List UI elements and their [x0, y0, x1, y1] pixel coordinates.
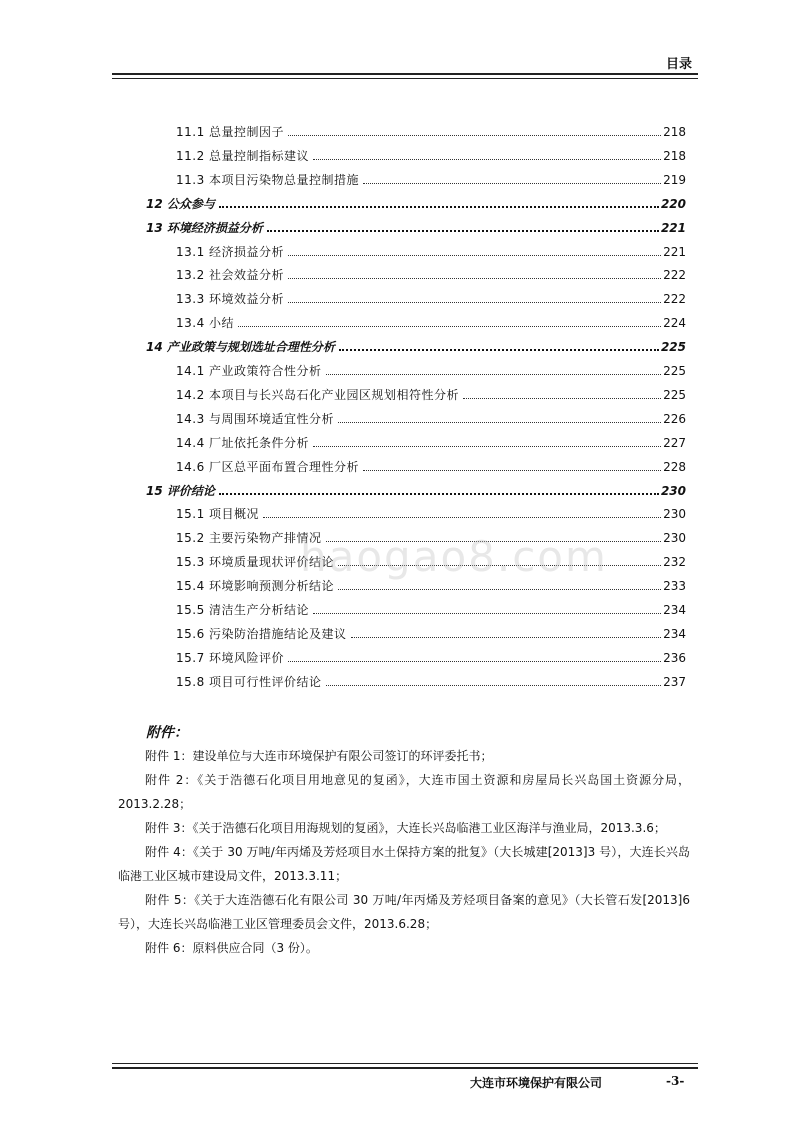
page-number: -3- [666, 1074, 685, 1088]
toc-dot-leader [339, 349, 659, 351]
toc-dot-leader [326, 374, 662, 375]
toc-chapter-entry[interactable] [146, 190, 686, 212]
toc-page-number: 218 [663, 125, 686, 139]
toc-page-number: 222 [663, 292, 686, 307]
toc-section-entry[interactable] [176, 500, 686, 522]
toc-page-number: 230 [663, 531, 686, 546]
toc-section-entry[interactable] [176, 285, 686, 307]
toc-section-entry[interactable] [176, 261, 686, 283]
toc-page-number: 234 [663, 626, 686, 641]
toc-entry-label: 15.3 环境质量现状评价结论 [176, 555, 335, 570]
toc-entry-label: 15.5 清洁生产分析结论 [176, 603, 310, 617]
toc-entry-label: 13.1 经济损益分析 [176, 244, 285, 259]
header-rule [112, 73, 698, 75]
toc-section-entry[interactable] [176, 357, 686, 379]
page-header-title: 目录 [665, 57, 692, 72]
toc-entry-label: 13.2 社会效益分析 [176, 268, 285, 283]
toc-page-number: 220 [660, 196, 686, 211]
toc-section-entry[interactable] [176, 166, 686, 188]
toc-dot-leader [238, 326, 661, 327]
toc-page-number: 221 [660, 220, 686, 235]
toc-dot-leader [267, 230, 659, 232]
toc-chapter-entry[interactable] [146, 333, 686, 355]
toc-dot-leader [463, 398, 661, 399]
header-rule-thin [112, 78, 698, 79]
toc-section-entry[interactable] [176, 381, 686, 403]
toc-entry-label: 11.2 总量控制指标建议 [176, 148, 310, 163]
toc-section-entry[interactable] [176, 453, 686, 475]
toc-dot-leader [288, 255, 661, 256]
toc-page-number: 226 [663, 411, 686, 426]
toc-entry-label: 15.8 项目可行性评价结论 [176, 674, 322, 689]
toc-section-entry[interactable] [176, 309, 686, 331]
toc-page-number: 232 [663, 555, 686, 570]
toc-entry-label: 14.4 厂址依托条件分析 [176, 435, 310, 450]
footer-rule [112, 1067, 698, 1069]
toc-page-number: 222 [663, 268, 686, 283]
toc-dot-leader [313, 613, 661, 614]
toc-section-entry[interactable] [176, 405, 686, 427]
attachment-item: 附件 3：《关于浩德石化项目用海规划的复函》，大连长兴岛临港工业区海洋与渔业局，2013.3.6； [145, 821, 666, 835]
attachment-item: 附件 2：《关于浩德石化项目用地意见的复函》，大连市国土资源和房屋局长兴岛国土资源分局，2013.2.28； [118, 773, 690, 811]
toc-dot-leader [326, 685, 662, 686]
toc-page-number: 225 [663, 387, 686, 402]
toc-chapter-entry[interactable] [146, 477, 686, 499]
toc-page-number: 219 [663, 172, 686, 187]
toc-dot-leader [313, 159, 661, 160]
toc-entry-label: 13.4 小结 [176, 316, 235, 331]
toc-page-number: 233 [663, 579, 686, 594]
toc-section-entry[interactable] [176, 620, 686, 642]
toc-entry-label: 14.2 本项目与长兴岛石化产业园区规划相符性分析 [176, 387, 460, 402]
toc-dot-leader [363, 470, 661, 471]
toc-entry-label: 11.1 总量控制因子 [176, 125, 285, 139]
toc-dot-leader [288, 278, 661, 279]
footer-rule-thin [112, 1063, 698, 1064]
toc-entry-label: 15.1 项目概况 [176, 507, 260, 522]
toc-dot-leader [219, 206, 659, 208]
toc-dot-leader [219, 493, 659, 495]
attachment-item: 附件 4：《关于 30 万吨/年丙烯及芳烃项目水土保持方案的批复》（大长城建[2013]3 号），大连长兴岛临港工业区城市建设局文件，2013.3.11； [118, 845, 690, 883]
attachments-list [118, 744, 690, 960]
toc-section-entry[interactable] [176, 142, 686, 164]
toc-entry-label: 14.6 厂区总平面布置合理性分析 [176, 459, 360, 474]
toc-page-number: 236 [663, 650, 686, 665]
toc-entry-label: 14 产业政策与规划选址合理性分析 [146, 340, 335, 355]
toc-page-number: 230 [663, 507, 686, 522]
footer-company: 大连市环境保护有限公司 [470, 1076, 603, 1090]
toc-section-entry[interactable] [176, 238, 686, 260]
toc-dot-leader [288, 135, 661, 136]
toc-section-entry[interactable] [176, 644, 686, 666]
toc-dot-leader [351, 637, 662, 638]
attachment-item: 附件 6：原料供应合同（3 份）。 [145, 941, 318, 955]
toc-dot-leader [288, 661, 661, 662]
toc-entry-label: 13.3 环境效益分析 [176, 292, 285, 307]
toc-page-number: 225 [663, 364, 686, 378]
toc-dot-leader [363, 183, 661, 184]
toc-page-number: 227 [663, 435, 686, 450]
toc-page-number: 221 [663, 244, 686, 259]
toc-page-number: 228 [663, 459, 686, 474]
toc-entry-label: 14.3 与周围环境适宜性分析 [176, 411, 335, 426]
toc-section-entry[interactable] [176, 596, 686, 618]
toc-page-number: 230 [660, 483, 686, 498]
toc-entry-label: 15.4 环境影响预测分析结论 [176, 579, 335, 594]
toc-page-number: 234 [663, 603, 686, 617]
toc-entry-label: 12 公众参与 [146, 196, 215, 211]
toc-entry-label: 15.6 污染防治措施结论及建议 [176, 626, 347, 641]
attachment-item: 附件 1：建设单位与大连市环境保护有限公司签订的环评委托书； [145, 749, 493, 763]
attachments-heading: 附件： [146, 725, 188, 741]
toc-section-entry[interactable] [176, 118, 686, 140]
toc-dot-leader [338, 589, 661, 590]
toc-entry-label: 15.7 环境风险评价 [176, 650, 285, 665]
toc-dot-leader [313, 446, 661, 447]
toc-dot-leader [338, 422, 661, 423]
toc-dot-leader [288, 302, 661, 303]
toc-entry-label: 15.2 主要污染物产排情况 [176, 531, 322, 546]
toc-entry-label: 11.3 本项目污染物总量控制措施 [176, 172, 360, 187]
toc-chapter-entry[interactable] [146, 214, 686, 236]
toc-section-entry[interactable] [176, 429, 686, 451]
watermark: haogao8.com [300, 532, 608, 581]
toc-entry-label: 15 评价结论 [146, 483, 215, 498]
toc-page-number: 225 [660, 340, 686, 355]
toc-entry-label: 13 环境经济损益分析 [146, 220, 263, 235]
toc-page-number: 218 [663, 148, 686, 163]
toc-page-number: 224 [663, 316, 686, 331]
toc-page-number: 237 [663, 674, 686, 689]
toc-dot-leader [263, 517, 661, 518]
toc-entry-label: 14.1 产业政策符合性分析 [176, 364, 322, 378]
toc-section-entry[interactable] [176, 668, 686, 690]
attachment-item: 附件 5：《关于大连浩德石化有限公司 30 万吨/年丙烯及芳烃项目备案的意见》（大长管石发[2013]6 号），大连长兴岛临港工业区管理委员会文件，2013.6.28； [118, 893, 690, 931]
